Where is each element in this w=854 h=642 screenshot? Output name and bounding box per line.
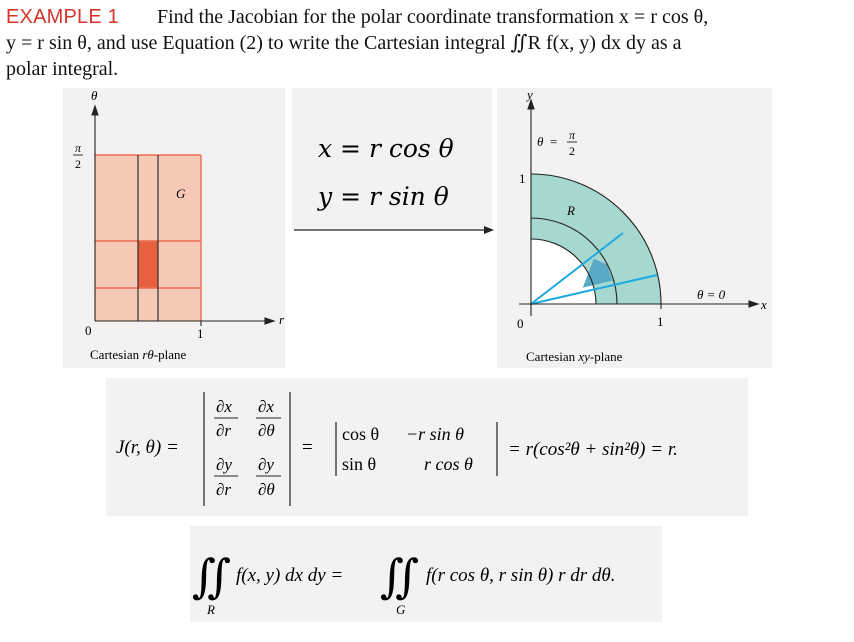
jacobian-result: = r(cos²θ + sin²θ) = r. — [508, 439, 678, 460]
matrix-m11: cos θ — [342, 424, 380, 444]
equals-1: = — [302, 437, 313, 458]
theta-pi-over-2-label — [537, 128, 577, 158]
r-tick-label-1: 1 — [197, 326, 204, 341]
svg-text:2: 2 — [75, 157, 81, 171]
transform-eq-x: x = r cos θ — [318, 134, 454, 163]
region-r-label: R — [567, 203, 575, 218]
transform-eq-y: y = r sin θ — [318, 182, 449, 211]
xy-plane-panel — [497, 88, 772, 368]
double-integral-sign-right: ∬ — [380, 551, 420, 602]
polar-integrand: f(r cos θ, r sin θ) r dr dθ. — [426, 565, 616, 586]
theta-axis-label: θ — [91, 88, 98, 103]
svg-text:=: = — [550, 134, 558, 149]
x-tick-label-1: 1 — [657, 314, 664, 329]
theta-axis-arrow — [92, 106, 98, 115]
svg-text:∂x: ∂x — [258, 397, 274, 416]
example-text — [6, 4, 846, 82]
double-integral-sign-left: ∬ — [192, 551, 232, 602]
jacobian-panel — [106, 378, 748, 516]
r-tick-label-0: 0 — [85, 323, 92, 338]
xy-caption: Cartesian xy-plane — [526, 349, 623, 364]
svg-text:π: π — [74, 141, 82, 155]
example-label: EXAMPLE 1 — [6, 6, 119, 28]
x-axis-arrow — [749, 301, 758, 307]
region-r-subscript: R — [207, 602, 215, 617]
transform-arrow-head — [484, 226, 494, 234]
transformation-figure — [292, 88, 492, 238]
matrix-m21: sin θ — [342, 454, 377, 474]
svg-text:∂y: ∂y — [258, 455, 274, 474]
r-theta-caption: Cartesian rθ-plane — [90, 347, 187, 362]
svg-text:∂θ: ∂θ — [258, 421, 275, 440]
svg-text:∂x: ∂x — [216, 397, 232, 416]
region-g-subscript: G — [396, 602, 406, 617]
matrix-m12: −r sin θ — [406, 424, 464, 444]
svg-text:2: 2 — [569, 144, 575, 158]
jacobian-equation — [106, 378, 748, 516]
svg-text:∂r: ∂r — [216, 480, 232, 499]
integral-equation — [190, 526, 662, 622]
jacobian-lhs: J(r, θ) = — [116, 437, 179, 458]
matrix-m22: r cos θ — [424, 454, 473, 474]
svg-text:∂θ: ∂θ — [258, 480, 275, 499]
example-line-1 — [6, 4, 846, 30]
y-axis-label: y — [527, 88, 533, 102]
partial-y-r — [214, 455, 238, 499]
pi-over-2-tick-label — [73, 141, 83, 171]
example-line-2: y = r sin θ, and use Equation (2) to write the Cartesian integral ∬R f(x, y) dx dy as a — [6, 32, 682, 54]
svg-text:π: π — [568, 128, 576, 142]
partial-x-r — [214, 397, 238, 440]
y-tick-label-1: 1 — [519, 171, 526, 186]
region-g — [95, 155, 201, 321]
x-tick-label-0: 0 — [517, 316, 524, 331]
example-line-3: polar integral. — [6, 58, 119, 80]
svg-text:θ: θ — [537, 134, 544, 149]
partial-x-theta — [256, 397, 281, 440]
svg-text:∂y: ∂y — [216, 455, 232, 474]
r-axis-arrow — [265, 318, 274, 324]
partial-y-theta — [256, 455, 281, 499]
integral-panel — [190, 526, 662, 622]
region-g-label: G — [176, 186, 186, 201]
theta-zero-label: θ = 0 — [697, 287, 726, 302]
x-axis-label: x — [761, 297, 767, 312]
transformation-panel — [292, 88, 492, 230]
xy-plane-figure — [497, 88, 772, 368]
cartesian-integrand: f(x, y) dx dy = — [236, 565, 344, 586]
svg-text:∂r: ∂r — [216, 421, 232, 440]
highlighted-cell — [138, 241, 158, 288]
example-line-1-text: Find the Jacobian for the polar coordinate transformation x = r cos θ, — [156, 6, 709, 28]
r-theta-plane-figure — [63, 88, 285, 368]
r-theta-plane-panel — [63, 88, 285, 368]
r-axis-label: r — [279, 312, 285, 327]
